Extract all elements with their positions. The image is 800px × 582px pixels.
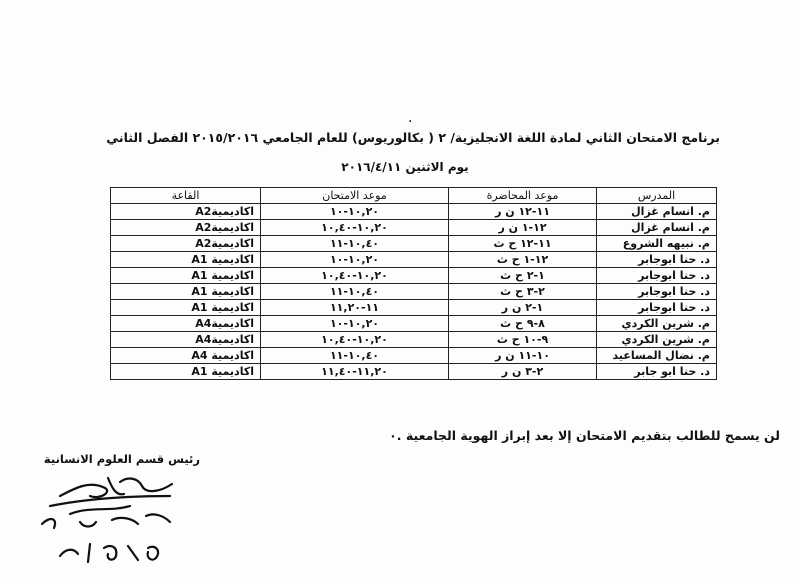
exam-time-cell: ١٠,٤٠-١١ [261, 236, 449, 252]
teacher-cell: م. انسام غزال [597, 204, 717, 220]
table-row [111, 236, 717, 252]
handwritten-signature [20, 466, 200, 566]
lecture-time-cell: ٢-٣ ح ث [449, 284, 597, 300]
teacher-cell: د. حنا ابوجابر [597, 300, 717, 316]
room-cell: اكاديمية A1 [111, 252, 261, 268]
lecture-time-cell: ٢-٣ ن ر [449, 364, 597, 380]
lecture-time-cell: ٩-١٠ ح ث [449, 332, 597, 348]
lecture-time-cell: ٨-٩ ح ث [449, 316, 597, 332]
table-row [111, 220, 717, 236]
room-cell: اكاديمية A1 [111, 364, 261, 380]
table-row [111, 268, 717, 284]
teacher-cell: د. حنا ابوجابر [597, 252, 717, 268]
lecture-time-cell: ١-٢ ن ر [449, 300, 597, 316]
header-room: القاعة [111, 188, 261, 204]
id-requirement-note: لن يسمح للطالب بتقديم الامتحان إلا بعد إبراز الهوية الجامعية .٠ [389, 428, 780, 443]
exam-time-cell: ١٠,٢٠-١٠ [261, 316, 449, 332]
exam-time-cell: ١١,٢٠-١١,٤٠ [261, 364, 449, 380]
lecture-time-cell: ١١-١٢ ن ر [449, 204, 597, 220]
exam-time-cell: ١٠,٢٠-١٠,٤٠ [261, 332, 449, 348]
teacher-cell: د. حنا ابوجابر [597, 268, 717, 284]
teacher-cell: م. شرين الكردي [597, 316, 717, 332]
document-title: برنامج الامتحان الثاني لمادة اللغة الانجليزية/ ٢ ( بكالوريوس) للعام الجامعي ٢٠١٥/٢٠١٦ الفصل الثاني [106, 130, 720, 145]
table-row [111, 284, 717, 300]
exam-time-cell: ١٠,٢٠-١٠ [261, 252, 449, 268]
room-cell: اكاديميةA2 [111, 220, 261, 236]
exam-time-cell: ١٠,٢٠-١٠,٤٠ [261, 268, 449, 284]
room-cell: اكاديميةA4 [111, 316, 261, 332]
teacher-cell: د. حنا ابو جابر [597, 364, 717, 380]
lecture-time-cell: ١٢-١ ح ث [449, 252, 597, 268]
room-cell: اكاديميةA4 [111, 332, 261, 348]
table-row [111, 316, 717, 332]
room-cell: اكاديميةA2 [111, 236, 261, 252]
room-cell: اكاديمية A4 [111, 348, 261, 364]
table-row [111, 364, 717, 380]
header-teacher: المدرس [597, 188, 717, 204]
table-row [111, 204, 717, 220]
room-cell: اكاديمية A1 [111, 268, 261, 284]
exam-time-cell: ١٠,٢٠-١٠,٤٠ [261, 220, 449, 236]
room-cell: اكاديمية A1 [111, 284, 261, 300]
exam-time-cell: ١٠,٤٠-١١ [261, 284, 449, 300]
table-row [111, 300, 717, 316]
exam-time-cell: ١١-١١,٢٠ [261, 300, 449, 316]
exam-time-cell: ١٠,٤٠-١١ [261, 348, 449, 364]
table-row [111, 332, 717, 348]
lecture-time-cell: ١-٢ ح ث [449, 268, 597, 284]
teacher-cell: م. شرين الكردي [597, 332, 717, 348]
table-row [111, 348, 717, 364]
header-lecture-time: موعد المحاضرة [449, 188, 597, 204]
exam-date: يوم الاثنين ٢٠١٦/٤/١١ [341, 160, 469, 174]
teacher-cell: د. حنا ابوجابر [597, 284, 717, 300]
lecture-time-cell: ١٢-١ ن ر [449, 220, 597, 236]
schedule-table [110, 187, 717, 380]
table-header-row [111, 188, 717, 204]
teacher-cell: م. نبيهه الشروع [597, 236, 717, 252]
room-cell: اكاديميةA2 [111, 204, 261, 220]
lecture-time-cell: ١٠-١١ ن ر [449, 348, 597, 364]
lecture-time-cell: ١١-١٢ ح ث [449, 236, 597, 252]
header-exam-time: موعد الامتحان [261, 188, 449, 204]
room-cell: اكاديمية A1 [111, 300, 261, 316]
table-row [111, 252, 717, 268]
signatory-title: رئيس قسم العلوم الانسانية [43, 452, 200, 466]
teacher-cell: م. نضال المساعيد [597, 348, 717, 364]
exam-time-cell: ١٠,٢٠-١٠ [261, 204, 449, 220]
stray-dot: . [408, 110, 413, 126]
teacher-cell: م. انسام غزال [597, 220, 717, 236]
